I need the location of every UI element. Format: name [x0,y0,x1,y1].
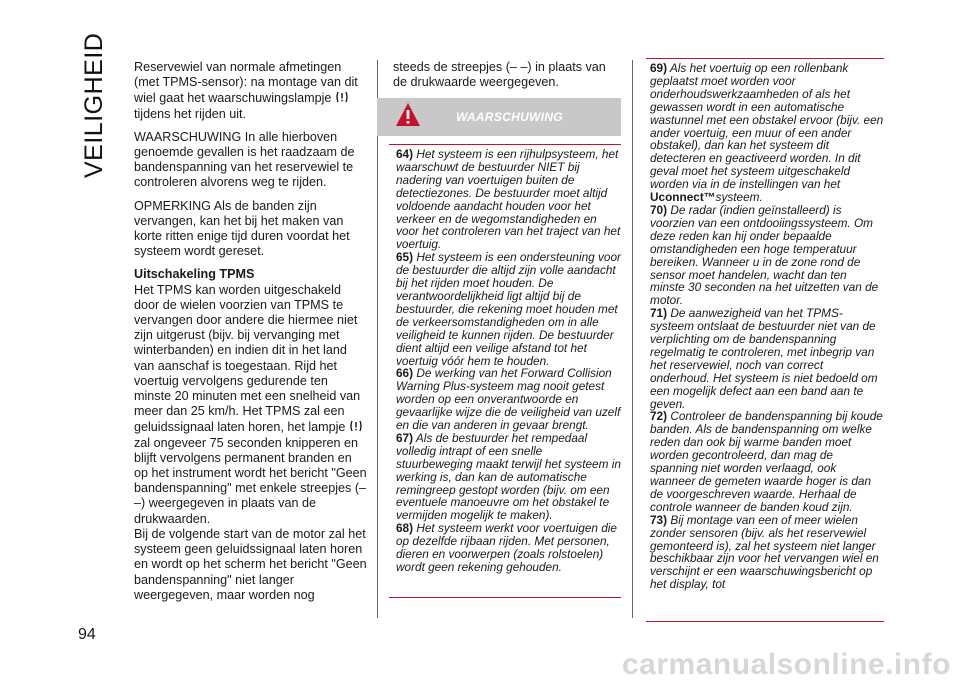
warning-title: WAARSCHUWING [456,110,563,124]
tire-pressure-warning-icon [335,90,349,104]
page-number: 94 [78,626,96,643]
paragraph: steeds de streepjes (– –) in plaats van de drukwaarde weergegeven. [393,60,606,90]
subheading: Uitschakeling TPMS [134,267,255,282]
paragraph: WAARSCHUWING In alle hierboven genoemde gevallen is het raadzaam de bandenspanning van het reservewiel te controleren alvorens weg te rijden. [134,129,355,190]
column-1 [134,60,368,611]
note-item: 64) Het systeem is een rijhulpsysteem, het waarschuwt de bestuurder NIET bij nadering van voertuigen buiten de detectiezones. De bestuurder moet altijd voldoende aandacht houden voor het verkeer en de wegomstandigheden en voor het controleren van het traject van het voertuig. [396,147,621,252]
watermark: carmanualsonline.info [622,648,951,681]
column-divider [632,60,633,618]
column-divider [377,60,378,618]
note-item: 72) Controleer de bandenspanning bij koude banden. Als de bandenspanning om welke reden dan ook bij warme banden moet worden gecontroleerd, dan mag de spanning niet worden verlaagd, ook wanneer de gemeten waarde hoger is dan de voorgeschreven waarde. Herhaal de controle wanneer de banden koud zijn. [650,409,883,514]
note-item: 71) De aanwezigheid van het TPMS-systeem ontslaat de bestuurder niet van de verplichting om de bandenspanning regelmatig te controleren, met inbegrip van het reservewiel, noch van correct onderhoud. Het systeem is niet bedoeld om een mogelijk defect aan een band aan te geven. [650,306,878,411]
paragraph: Het TPMS kan worden uitgeschakeld door de wielen voorzien van TPMS te vervangen door andere die hiermee niet zijn uitgerust (bijv. bij vervanging met winterbanden) en indien dit in het land van aanschaf is toegestaan. Rijd het voertuig vervolgens gedurende ten minste 20 minuten met een snelheid van meer dan 25 km/h. Het TPMS zal een geluidssignaal laten horen, het lampje zal ongeveer 75 seconden knipperen en blijft vervolgens permanent branden en op het instrument wordt het bericht "Geen bandenspanning" met enkele streepjes (– –) weergegeven in plaats van de drukwaarden. [134,282,367,526]
note-item: 73) Bij montage van een of meer wielen zonder sensoren (bijv. als het reservewiel gemonteerd is), zal het systeem niet langer beschikbaar zijn voor het vervangen wiel en verschijnt er een waarschuwingsbericht op het display, tot [650,512,879,592]
note-item: 68) Het systeem werkt voor voertuigen die op dezelfde rijbaan rijden. Met personen, dieren en voorwerpen (zoals rolstoelen) wordt geen rekening gehouden. [396,521,617,574]
note-item: 67) Als de bestuurder het rempedaal volledig intrapt of een snelle stuurbeweging maakt terwijl het systeem in werking is, dan kan de automatische remingreep gestopt worden (bijv. om een eventuele manoeuvre om het obstakel te vermijden mogelijk te maken). [396,430,621,523]
paragraph: Bij de volgende start van de motor zal het systeem geen geluidssignaal laten horen en wordt op het scherm het bericht "Geen bandenspanning" niet langer weergegeven, maar worden nog [134,526,367,602]
warning-notes [650,62,884,591]
warning-triangle-icon [395,102,421,128]
section-title: VEILIGHEID [80,32,108,178]
paragraph: Reservewiel van normale afmetingen (met TPMS-sensor): na montage van dit wiel gaat het waarschuwingslampje tijdens het rijden uit. [134,60,358,121]
paragraph: OPMERKING Als de banden zijn vervangen, kan het bij het maken van korte ritten enige tijd duren voordat het systeem wordt gereset. [134,198,350,259]
column-2 [393,60,621,98]
tire-pressure-warning-icon [349,419,363,433]
note-item: 65) Het systeem is een ondersteuning voor de bestuurder die altijd zijn volle aandacht bij het rijden moet houden. De verantwoordelijkheid ligt altijd bij de bestuurder, die rekening moet houden met de verkeersomstandigheden om in alle veiligheid te kunnen rijden. De bestuurder dient altijd een veilige afstand tot het voertuig vóór hem te houden. [396,250,621,368]
note-item: 69) Als het voertuig op een rollenbank geplaatst moet worden voor onderhoudswerkzaamheden of als het gewassen wordt in een automatische wastunnel met een obstakel ervoor (bijv. een ander voertuig, een muur of een ander obstakel), dan kan het systeem dit detecteren en geactiveerd worden. In dit geval moet het systeem uitgeschakeld worden via in de instellingen van het Uconnect™systeem. [650,61,884,205]
note-item: 70) De radar (indien geïnstalleerd) is voorzien van een ontdooiingssysteem. Om deze reden kan hij onder bepaalde omstandigheden een hoge temperatuur bereiken. Wanneer u in de zone rond de sensor moet handelen, wacht dan ten minste 30 seconden na het uitzetten van de motor. [650,202,879,308]
warning-notes [396,148,622,574]
note-item: 66) De werking van het Forward Collision Warning Plus-systeem mag nooit getest worden op een onverantwoorde en gevaarlijke wijze die de veiligheid van uzelf en die van anderen in gevaar brengt. [396,366,621,433]
